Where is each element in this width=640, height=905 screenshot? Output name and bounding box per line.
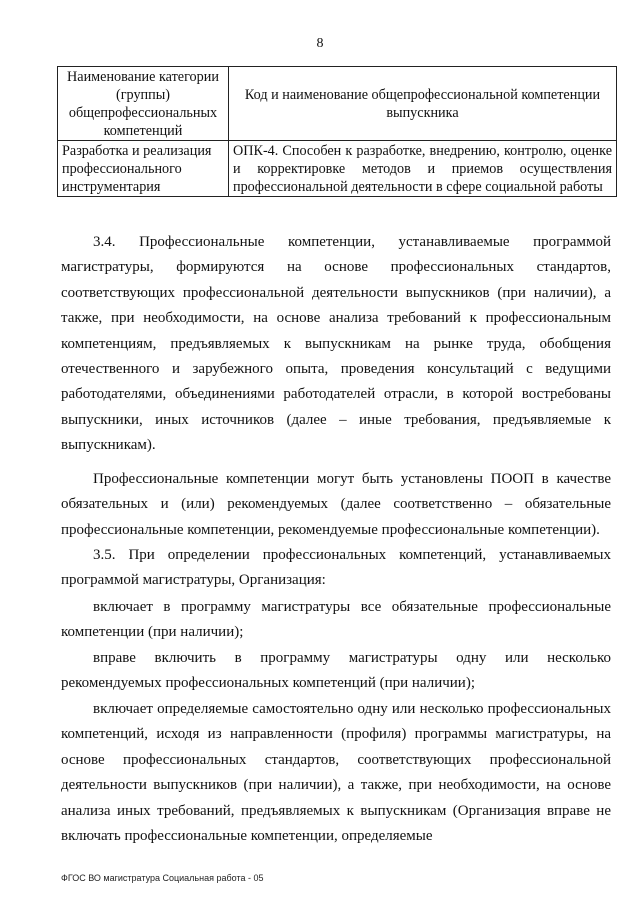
- paragraph-poop: [61, 467, 611, 543]
- page-number: 8: [316, 36, 324, 51]
- paragraph-3-5: [61, 543, 611, 594]
- table-header-row: [58, 67, 617, 141]
- list-item-recommended: [61, 646, 611, 697]
- paragraph-3-4: [61, 230, 611, 459]
- table-cell-category: Разработка и реализация профессионального инструментария: [58, 141, 229, 197]
- paragraph-text: включает в программу магистратуры все обязательные профессиональные компетенции (при наличии);: [61, 599, 611, 641]
- list-item-self-defined: [61, 697, 611, 849]
- paragraph-text: включает определяемые самостоятельно одну или несколько профессиональных компетенций, исходя из направленности (профиля) программы магистратуры, на основе профессиональных стандартов, соответствующих профессиональной деятельности выпускников (при наличии), а также, при необходимости, на основе анализа иных требований, предъявляемых к выпускникам (Организация вправе не включать профессиональные компетенции, определяемые: [61, 701, 611, 845]
- table-header-competence: Код и наименование общепрофессиональной компетенции выпускника: [229, 67, 617, 141]
- paragraph-text: 3.5. При определении профессиональных компетенций, устанавливаемых программой магистратуры, Организация:: [61, 547, 611, 589]
- paragraph-text: вправе включить в программу магистратуры одну или несколько рекомендуемых профессиональных компетенций (при наличии);: [61, 650, 611, 692]
- paragraph-text: Профессиональные компетенции могут быть установлены ПООП в качестве обязательных и (или) рекомендуемых (далее соответственно – обязательные профессиональные компетенции, рекомендуемые профессиональные компетенции).: [61, 471, 611, 538]
- competence-table: [57, 66, 617, 197]
- paragraph-text: 3.4. Профессиональные компетенции, устанавливаемые программой магистратуры, формируются на основе профессиональных стандартов, соответствующих профессиональной деятельности выпускников (при наличии), а также, при необходимости, на основе анализа требований к профессиональным компетенциям, предъявляемых к выпускникам на рынке труда, обобщения отечественного и зарубежного опыта, проведения консультаций с ведущими работодателями, объединениями работодателей отрасли, в которой востребованы выпускники, иных источников (далее – иные требования, предъявляемые к выпускникам).: [61, 234, 611, 454]
- page-footer: ФГОС ВО магистратура Социальная работа - 05: [61, 873, 264, 883]
- table-cell-competence: ОПК-4. Способен к разработке, внедрению, контролю, оценке и корректировке методов и приемов осуществления профессиональной деятельности в сфере социальной работы: [229, 141, 617, 197]
- table-header-category: Наименование категории (группы) общепрофессиональных компетенций: [58, 67, 229, 141]
- list-item-mandatory: [61, 595, 611, 646]
- table-row: [58, 141, 617, 197]
